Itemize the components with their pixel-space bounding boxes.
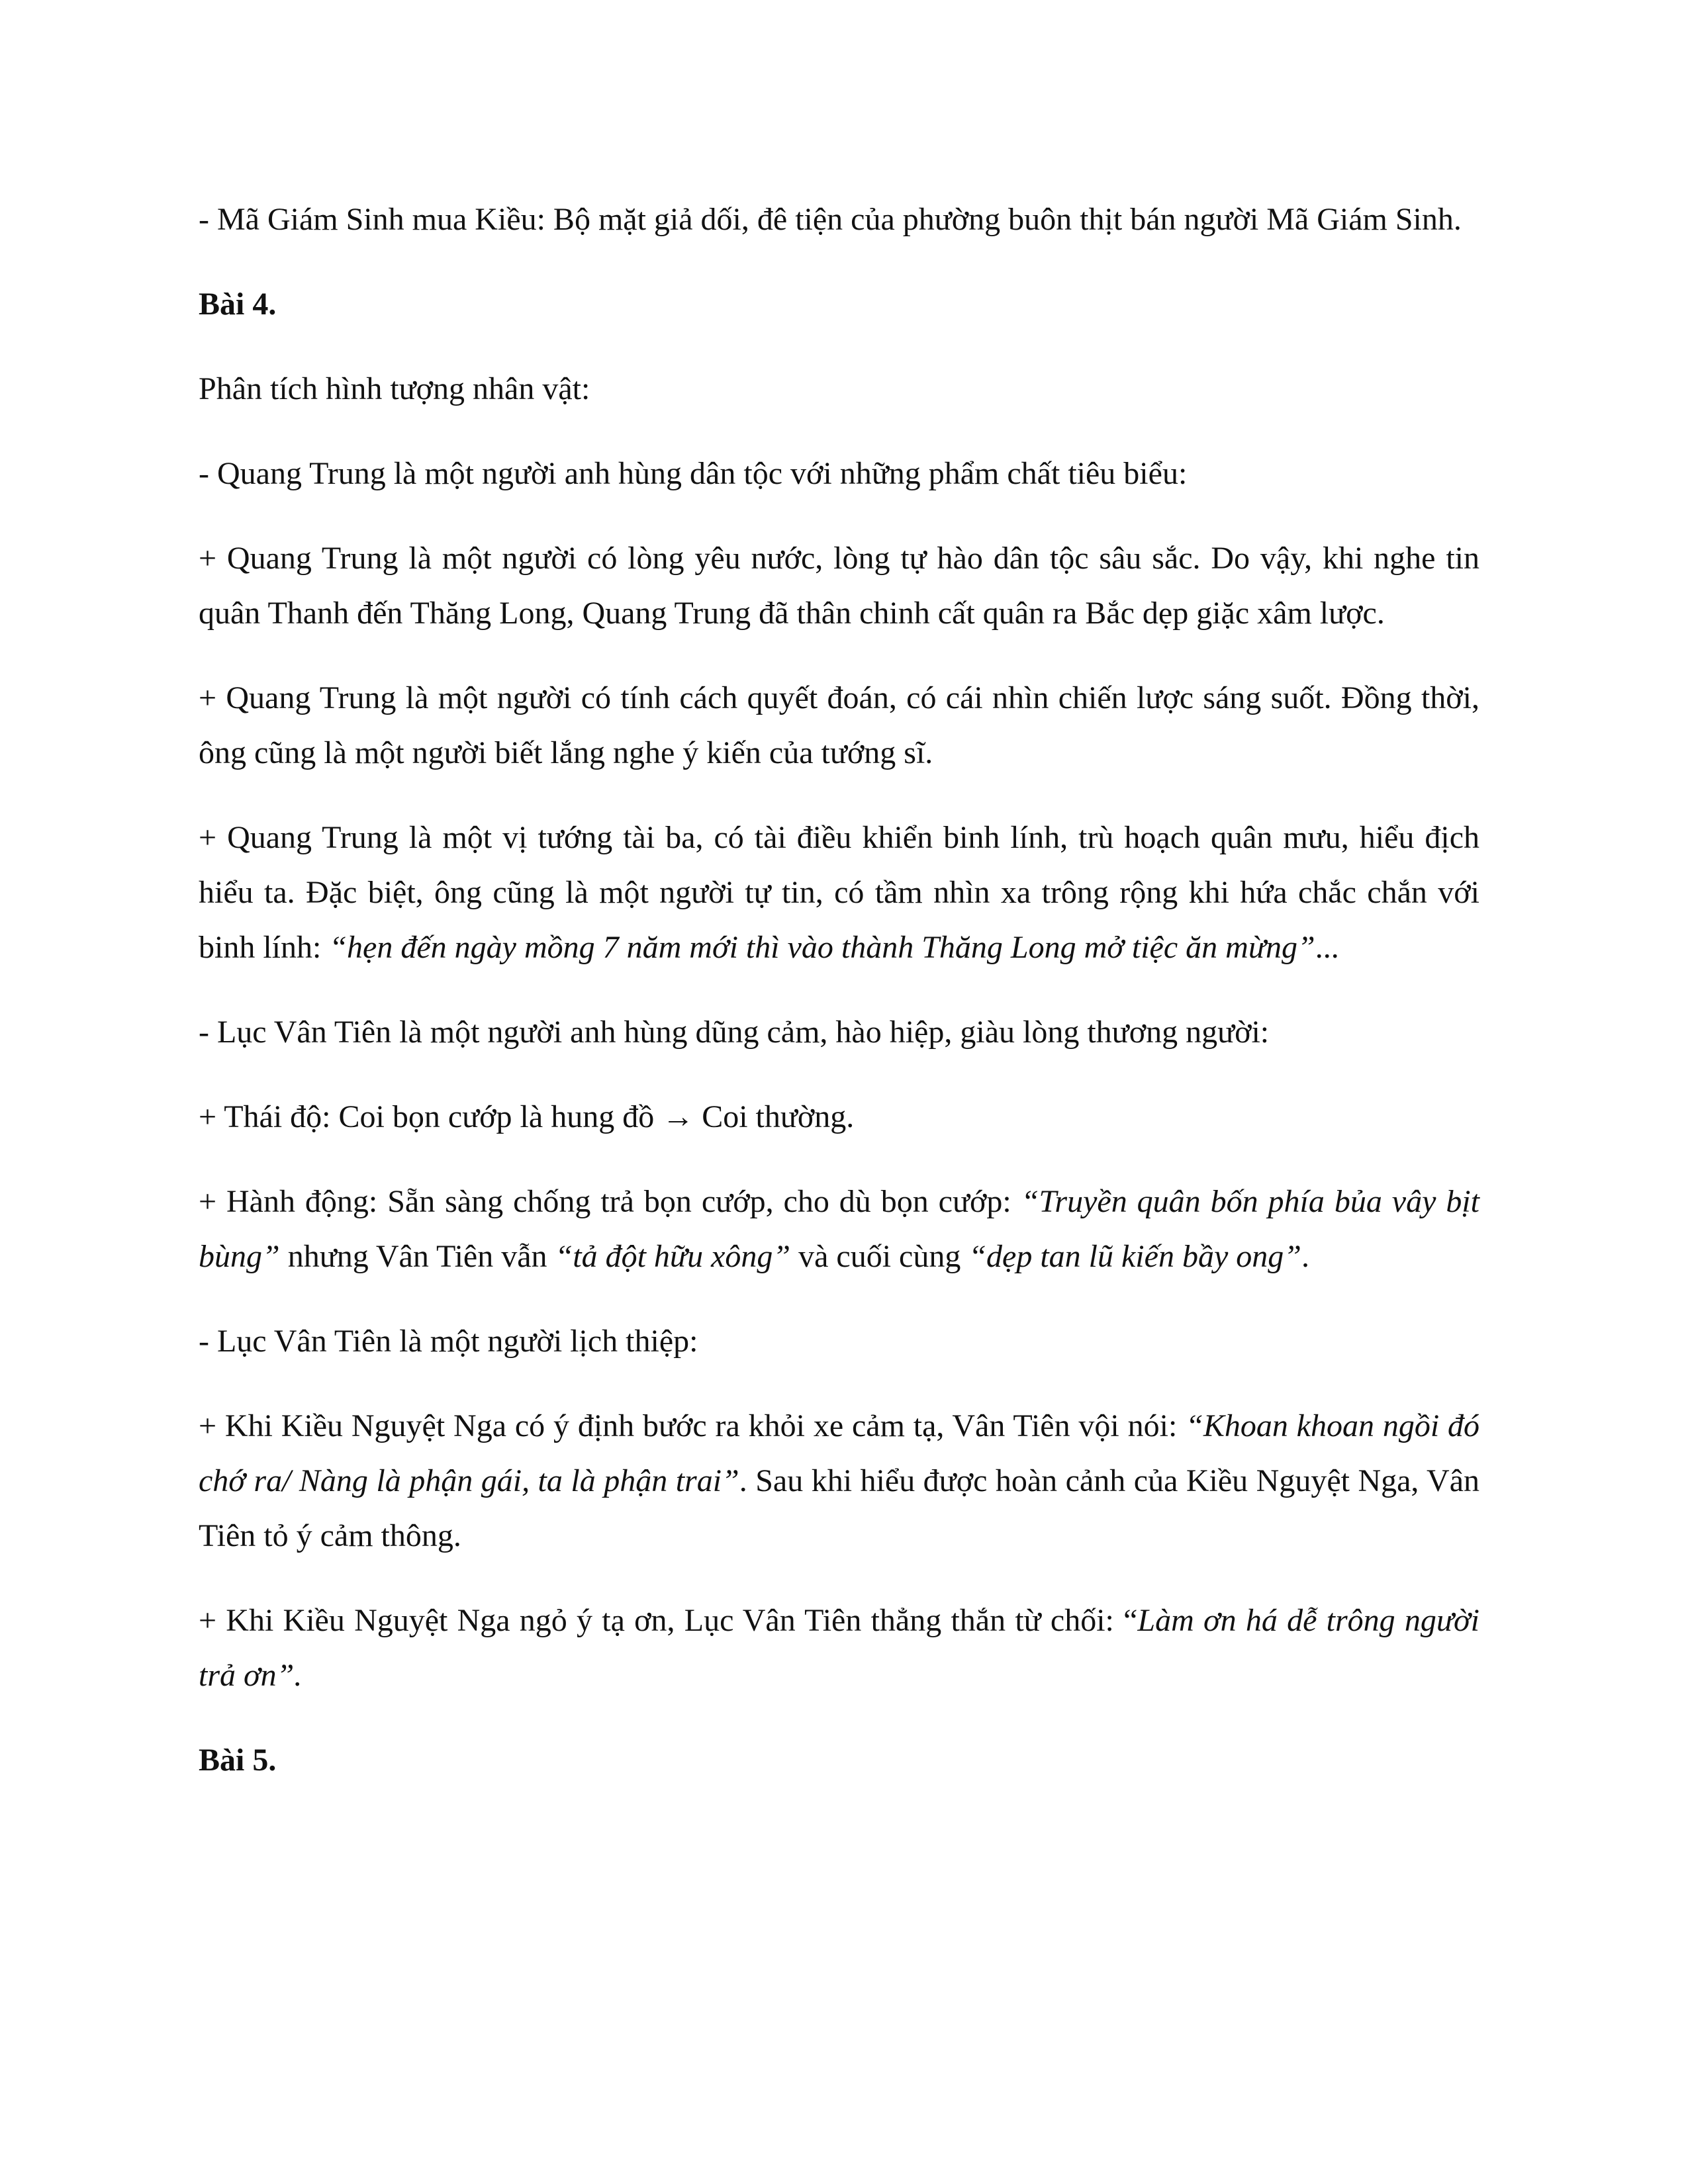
paragraph-intro: Phân tích hình tượng nhân vật: — [199, 371, 590, 406]
paragraph-ma-giam-sinh: - Mã Giám Sinh mua Kiều: Bộ mặt giả dối, đê tiện của phường buôn thịt bán người Mã Giám Sinh. — [199, 202, 1462, 237]
paragraph-text: và cuối cùng — [790, 1239, 969, 1274]
paragraph-text: + Quang Trung là một vị tướng tài ba, có tài điều khiển binh lính, trù hoạch quân mưu, hiểu địch hiểu ta. Đặc biệt, ông cũng là một người tự tin, có tầm nhìn xa trông rộng khi hứa chắc chắn với binh lính: — [199, 820, 1479, 965]
quote-text: “hẹn đến ngày mồng 7 năm mới thì vào thành Thăng Long mở tiệc ăn mừng” — [329, 930, 1315, 965]
paragraph-text: + Hành động: Sẵn sàng chống trả bọn cướp, cho dù bọn cướp: — [199, 1184, 1021, 1219]
paragraph-luc-van-tien: - Lục Vân Tiên là một người anh hùng dũng cảm, hào hiệp, giàu lòng thương người: — [199, 1015, 1270, 1050]
paragraph-text: + Khi Kiều Nguyệt Nga ngỏ ý tạ ơn, Lục Vân Tiên thẳng thắn từ chối: “ — [199, 1603, 1138, 1638]
paragraph-text: ... — [1315, 930, 1339, 965]
paragraph-text: . — [1301, 1239, 1309, 1274]
paragraph-text: + Khi Kiều Nguyệt Nga có ý định bước ra khỏi xe cảm tạ, Vân Tiên vội nói: — [199, 1408, 1186, 1443]
paragraph-quang-trung: - Quang Trung là một người anh hùng dân tộc với những phẩm chất tiêu biểu: — [199, 456, 1188, 491]
document-body — [199, 192, 1479, 1817]
quote-text: “Khoan khoan ngồi đó chớ ra/ Nàng là phận gái, ta là phận trai” — [199, 1408, 1479, 1498]
quote-text: “Truyền quân bốn phía bủa vây bịt bùng” — [199, 1184, 1479, 1274]
heading-bai-4: Bài 4. — [199, 287, 277, 322]
paragraph-attitude: + Thái độ: Coi bọn cướp là hung đồ → Coi thường. — [199, 1099, 855, 1134]
paragraph-quang-trung-patriotism: + Quang Trung là một người có lòng yêu nước, lòng tự hào dân tộc sâu sắc. Do vậy, khi nghe tin quân Thanh đến Thăng Long, Quang Trung đã thân chinh cất quân ra Bắc dẹp giặc xâm lược. — [199, 541, 1479, 631]
paragraph-text: . Sau khi hiểu được hoàn cảnh của Kiều Nguyệt Nga, Vân Tiên tỏ ý cảm thông. — [199, 1463, 1480, 1553]
quote-text: “tả đột hữu xông” — [555, 1239, 791, 1274]
paragraph-quang-trung-general — [199, 810, 1479, 975]
heading-bai-5: Bài 5. — [199, 1743, 277, 1778]
paragraph-kieu-nguyet-nga-1 — [199, 1398, 1479, 1563]
paragraph-action — [199, 1174, 1479, 1284]
quote-text: Làm ơn há dễ trông người trả ơn”. — [199, 1603, 1480, 1693]
paragraph-courteous: - Lục Vân Tiên là một người lịch thiệp: — [199, 1324, 698, 1359]
paragraph-kieu-nguyet-nga-2 — [199, 1593, 1479, 1703]
paragraph-text: nhưng Vân Tiên vẫn — [279, 1239, 555, 1274]
quote-text: “dẹp tan lũ kiến bầy ong” — [968, 1239, 1301, 1274]
paragraph-quang-trung-decisive: + Quang Trung là một người có tính cách quyết đoán, có cái nhìn chiến lược sáng suốt. Đồng thời, ông cũng là một người biết lắng nghe ý kiến của tướng sĩ. — [199, 680, 1479, 770]
